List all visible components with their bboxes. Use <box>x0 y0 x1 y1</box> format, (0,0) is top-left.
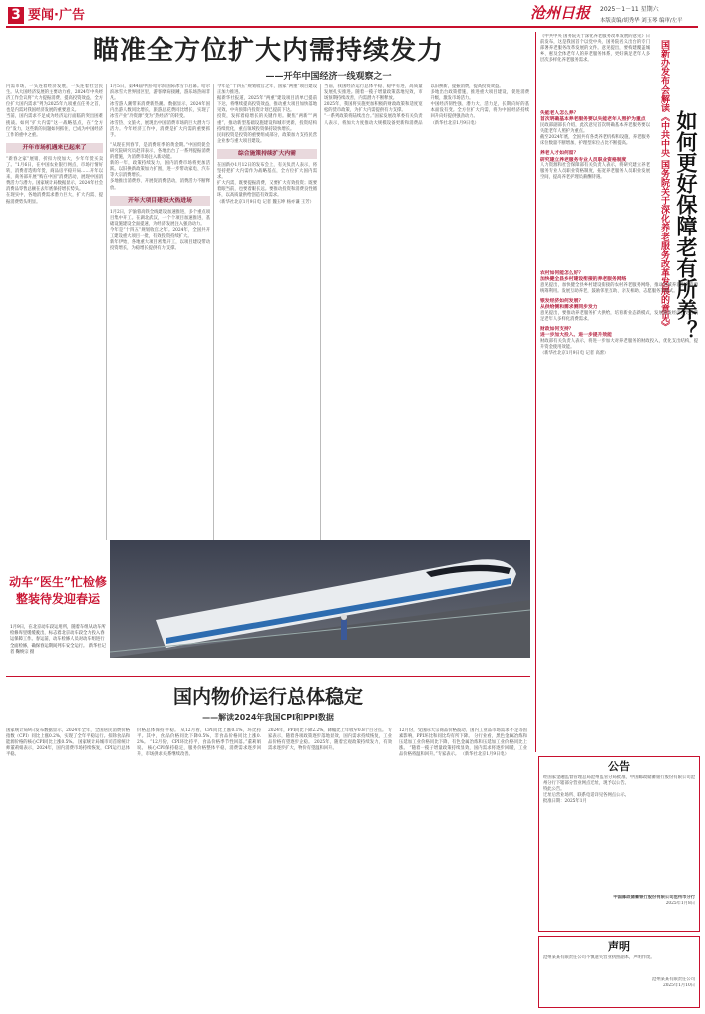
photo-block <box>6 540 530 658</box>
notice-box <box>538 756 700 932</box>
declaration-title: 声明 <box>608 940 630 953</box>
main-col2b-text: “从现在到春节，是消费旺季的黄金期。”中国贸促会研究院研究员赵萍表示，各地出台了一系列提振消费的措施，为消费市场注入新动能。 新的一年，政策持续发力，国内消费市场将更加活跃。以旧换新政策加力扩围，进一步带动家电、汽车等大宗消费增长。 多地推出消费券、开展促消费活动，消费活力不断释放。 <box>110 142 210 191</box>
cpi-col-1: 国家统计局9日发布数据显示，2024年全年，全国居民消费价格指数（CPI）同比上涨0.2%，实现了全年平稳运行。扣除食品和能源价格的核心CPI同比上涨0.5%。 国家统计局城市司首席统计师董莉娟表示，2024年，国内消费市场持续恢复，CPI运行总体平稳。 <box>6 728 130 758</box>
cpi-col-4: 12月份，受国际大宗商品价格波动、国内工业品市场需求不足等因素影响，PPI环比和同比均有所下降。 分行业看，黑色金属冶炼和压延加工业价格同比下降，有色金属冶炼和压延加工业价格同比上涨。 “随着一揽子增量政策持续显效，国内需求将逐步回暖，工业品价格将温和回升。”专家表示。 （新华社北京1月9日电） <box>399 728 527 758</box>
main-col3b-text: 在国新办1月12日的发布会上，有关负责人表示，将坚持把扩大内需作为战略基点，全方位扩大国内需求。 扩大内需，既要提振消费，又要扩大有效投资；既要着眼当前，也要着眼长远。要推动投资和消费良性循环，以高质量供给创造有效需求。 （新华社北京1月9日电 记者 魏玉坤 杨亦谦 王芳） <box>217 162 317 205</box>
section-name: 要闻·广告 <box>28 8 85 23</box>
main-subhead-1: 开年市场机遇来已起来了 <box>6 143 103 153</box>
side-headline: 如何更好保障老有所养？ <box>674 110 699 341</box>
header-rule <box>6 26 698 28</box>
main-col4-text: 当前，我国经济运行总体平稳、稳中有进，高质量发展扎实推进。随着一揽子增量政策落地见效，市场预期持续改善，内需潜力不断释放。 2025年，我国将实施更加积极的财政政策和适度宽松的货币政策，为扩大内需提供有力支撑。 “一系列政策将陆续出台。”国家发展改革委有关负责人表示，将加大力度推动大规模设备更新和消费品以旧换新，提振消费，提高投资效益。 多地出台政策措施，推进重大项目建设，促进消费升级，激发市场活力。 中国经济韧性强、潜力大、活力足，长期向好的基本面没有变。全方位扩大内需，将为中国经济持续回升向好提供强劲动力。 （新华社北京1月9日电） <box>324 84 529 126</box>
photo-caption-text: 1月9日，在北京动车段运用所，随着车组从动车所检修库里缓缓驶出，标志着北京动车段全力投入春运保障工作。春运前，动车检修人员对动车组进行全面检修，确保春运期间列车安全运行。 <box>10 625 106 649</box>
main-subhead-3: 综合施策持续扩大内需 <box>217 149 317 159</box>
side-red-label: 国新办发布会解读《中共中央 国务院关于深化养老服务改革发展的意见》 <box>659 40 669 332</box>
main-subheadline: ——开年中国经济一线观察之一 <box>265 72 392 82</box>
cpi-subheadline: ——解读2024年我国CPI和PPI数据 <box>202 713 334 722</box>
side-intro: 《中共中央 国务院关于深化养老服务改革发展的意见》日前发布，这是我国首个以党中央、国务院名义出台的专门部署养老服务改革发展的文件。意见提出，要构建覆盖城乡、惠及全体老年人的养老服务体系，更好满足老年人多层次多样化养老服务需求。 <box>540 34 650 64</box>
main-col3-text: 今年是“十四五”规划收官之年，国家“两重”项目建设正加力推进。 据新华社报道，2025年“两重”建设项目清单已提前下达，将继续提高投资效益，推动重大项目加快落地见效。中央预算内投资计划已提前下达。 投资，发挥着稳增长的关键作用。聚焦“两新”“两重”，推动新型基础设施建设和城市更新，投资结构持续优化，重点领域投资保持较快增长。 民间投资是投资的重要组成部分，政策加力支持民营企业参与重大项目建设。 <box>217 84 317 144</box>
main-col-4 <box>324 84 529 539</box>
main-col2c-text: 1月2日，沪渝蓉高铁全线建设加速推进，多个重点项目集中开工。在湖北武汉，一个个项目加速推进，基础设施建设全面提速，为经济发展注入强劲动力。 今年是“十四五”规划收官之年。2024年，全国共开工建设重大项目一批，有效投资持续扩大。 新年伊始，各地重大项目密集开工，以项目建设带动投资增长，为稳增长提供有力支撑。 <box>110 209 210 252</box>
side-q1-text: 民政部副部长介绍，此次意见首次明确基本养老服务要以失能老年人照护为重点。 截至2024年底，全国共有各类养老机构和设施，养老服务床位数量不断增加，护理型床位占比不断提高。 <box>540 122 650 147</box>
notice-title: 公告 <box>608 760 630 773</box>
section-number: 3 <box>8 7 24 24</box>
declaration-box <box>538 936 700 1008</box>
side-body-2 <box>540 270 698 750</box>
side-q4-text: 意见提出，要推动养老服务扩大供给，培育新业态新模式，发展银发经济，更好满足老年人多样化消费需求。 <box>540 310 698 322</box>
declaration-date: 2025年1月10日 <box>662 983 695 989</box>
cpi-headline: 国内物价运行总体稳定 <box>172 686 363 708</box>
side-q5: 财政如何支持？ 进一步加大投入、进一步提升效能 <box>540 326 612 339</box>
notice-company: 中国邮政储蓄银行股份有限公司沧州市分行 <box>613 895 695 900</box>
photo-overlay-title: 动车“医生”忙检修 整装待发迎春运 <box>9 575 107 606</box>
side-q3-text: 意见提出，加快健全县乡村建设衔接的农村养老服务网络，推动县域养老服务资源统筹利用。发展互助养老，鼓励邻里互助、亲友相助、志愿服务等模式。 <box>540 282 698 294</box>
notice-date: 2025年1月8日 <box>665 901 695 907</box>
issue-date: 2025－1－11 星期六 <box>600 6 659 13</box>
side-q3: 农村如何能怎么好？ 加快健全县乡村建设衔接的养老服务网络 <box>540 270 627 283</box>
main-article <box>6 34 531 84</box>
side-q4: 银发经济如何发展？ 从供给侧和需求侧同步发力 <box>540 298 598 311</box>
side-q1: 失能老人怎么养？ 首次明确基本养老服务要以失能老年人照护为重点 <box>540 110 646 123</box>
main-col1-text: 内需市场，一头连着经济发展，一头连着社会民生。从大国经济发展的主要动力看，2024年中央经济工作会议将“大力提振消费、提高投资效益，全方位扩大国内需求”列为2025年九项重点任务之首，也是内需对我国经济发展的重要意义。 当前，国内需求不足成为经济运行面临的突出困难挑战。如何“扩大内需”这一战略基点，在“全方位”发力，这些新的问题如何抓住，已成为中国经济工作的重中之重。 <box>6 84 103 138</box>
main-headline: 瞄准全方位扩大内需持续发力 <box>92 36 444 66</box>
side-q2: 养老人才如何留？ 研究建立养老服务专业人员职业资格制度 <box>540 150 627 163</box>
cpi-article <box>6 684 530 724</box>
newspaper-logo: 沧州日报 <box>530 4 591 22</box>
notice-body: 经国家金融监督管理总局沧州监管分局批准，中国邮政储蓄银行股份有限公司沧州分行下辖部分营业网点迁址，现予以公告。 特此公告。 迁址后营业场所、联系电话详见各网点公示。 批准日期：2025年1月 <box>543 775 695 805</box>
side-q5-text: 财政部有关负责人表示，将进一步加大对养老服务的财政投入，优化支出结构，提升资金使用效能。 （新华社北京1月9日电 记者 高蕾） <box>540 338 698 356</box>
photo-credit: 新华社记者 鞠焕宗 摄 <box>10 643 106 655</box>
main-subhead-2: 开年大项目建设火热进场 <box>110 196 210 206</box>
editor-credits: 本版责编/胡秀华 刘玉琴 编审/左平 <box>600 18 683 24</box>
main-col2-text: 1月5日，第44届中国·哈尔滨国际冰雪节启幕。哈尔滨冰雪大世界园区里，游客摩肩接踵，游乐场热闹非凡。 冰雪游人潮带来消费新热潮。数据显示，2024年国内出游人数同比增长，旅游总花费同比增长，实现了冰雪产业“冷资源”变为“热经济”的转变。 冰雪热、文旅火，展现出中国消费市场的巨大潜力与活力。今年经济工作中，消费是扩大内需的重要抓手。 <box>110 84 210 138</box>
cpi-col-3: 2024年，PPI同比下降2.2%，降幅比上年收窄0.8个百分点。 专家表示，随着各项政策逐步落地显效，国内需求持续恢复，工业品价格有望逐步企稳。 2025年，随着宏观政策持续发力，有效需求逐步扩大，物价有望温和回升。 <box>268 728 392 752</box>
cpi-col-2: 价格总体保持平稳。 从12月看，CPI同比上涨0.1%，环比持平。其中，食品价格同比下降0.5%，非食品价格同比上涨0.2%。 “12月份，CPI环比持平，食品价格季节性回落。”董莉娟说。 核心CPI保持稳定，服务价格整体平稳，消费需求逐步回升，市场供求关系继续改善。 <box>137 728 261 758</box>
main-col1b-text: “新春之家”展销、折扣力度加大，少年年货买卖了。“1月6日，在中国农业银行网点，市场行情好转，消费者选购年货，商品房平稳开局……开年以来，商务部开展“购在中国”消费活动，展现中国消费活力与潜力。国家统计局数据显示，2024年社会消费品零售总额在去年底保持增长势头。 在现实中，各地消费需求潜力巨大，扩大内需、提振消费势头明显。 <box>6 156 103 205</box>
declaration-body: 沧州某某有限责任公司不慎遗失营业执照副本，声明作废。 <box>543 955 655 960</box>
side-q2-text: 人力资源和社会保障部有关负责人表示，将研究建立养老服务专业人员职业资格制度，拓宽养老服务人员职业发展空间，提高养老护理员薪酬待遇。 <box>540 163 650 181</box>
declaration-company: 沧州某某有限责任公司 <box>652 977 695 982</box>
photo-caption <box>10 625 108 656</box>
